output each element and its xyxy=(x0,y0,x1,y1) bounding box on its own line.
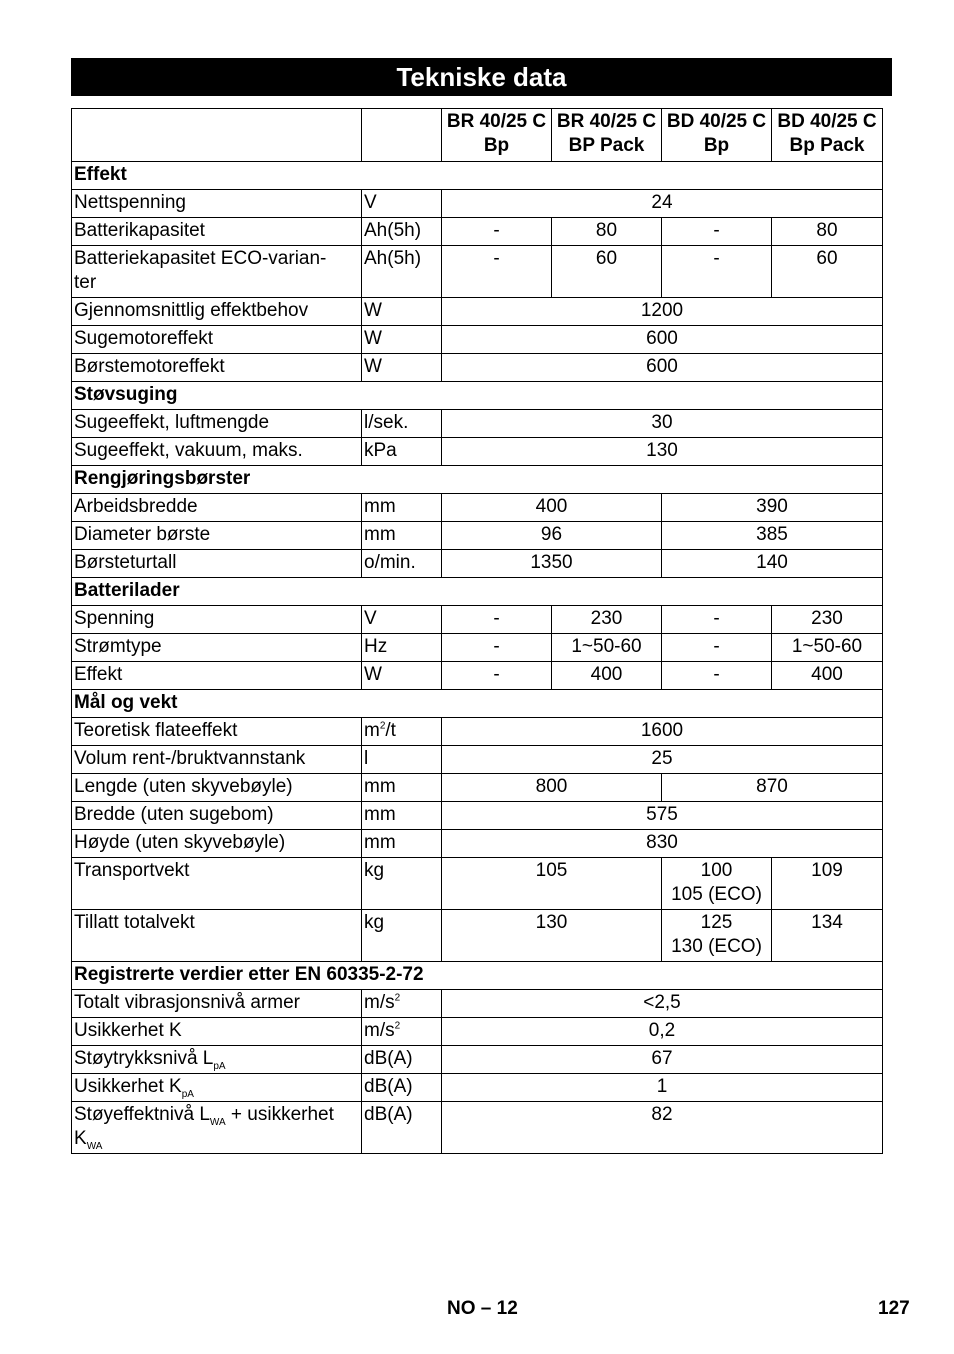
table-row xyxy=(72,522,883,550)
row-unit: dB(A) xyxy=(362,1046,442,1074)
page-number: 127 xyxy=(878,1298,910,1319)
row-value: 109 xyxy=(772,858,883,910)
footer-section-label: NO – 12 xyxy=(447,1298,518,1319)
row-unit: mm xyxy=(362,774,442,802)
row-label: Strømtype xyxy=(72,634,362,662)
row-label: Børsteturtall xyxy=(72,550,362,578)
row-unit: l/sek. xyxy=(362,410,442,438)
row-value: 82 xyxy=(442,1102,883,1154)
row-unit: mm xyxy=(362,830,442,858)
row-value: - xyxy=(662,662,772,690)
row-unit: kg xyxy=(362,910,442,962)
row-unit: W xyxy=(362,298,442,326)
row-value: 1200 xyxy=(442,298,883,326)
row-label: Sugeeffekt, luftmengde xyxy=(72,410,362,438)
row-unit: W xyxy=(362,662,442,690)
row-unit: $m/s^2$ xyxy=(362,990,442,1018)
row-value: 230 xyxy=(552,606,662,634)
row-label: Nettspenning xyxy=(72,190,362,218)
section-heading: Rengjøringsbørster xyxy=(72,466,883,494)
row-label: Sugeeffekt, vakuum, maks. xyxy=(72,438,362,466)
table-row xyxy=(72,662,883,690)
row-unit: W xyxy=(362,354,442,382)
header-empty-cell xyxy=(362,109,442,162)
row-value: 230 xyxy=(772,606,883,634)
table-row xyxy=(72,438,883,466)
row-label: Arbeidsbredde xyxy=(72,494,362,522)
row-value: 125 130 (ECO) xyxy=(662,910,772,962)
row-unit: dB(A) xyxy=(362,1074,442,1102)
row-value: 400 xyxy=(772,662,883,690)
table-row xyxy=(72,990,883,1018)
row-label: Støytrykksnivå $L_{pA}$ xyxy=(72,1046,362,1074)
row-label: Usikkerhet K xyxy=(72,1018,362,1046)
row-value: 105 xyxy=(442,858,662,910)
row-label: Transportvekt xyxy=(72,858,362,910)
row-label: Volum rent-/bruktvannstank xyxy=(72,746,362,774)
table-row xyxy=(72,830,883,858)
row-unit: Ah(5h) xyxy=(362,246,442,298)
row-value: 1~50-60 xyxy=(772,634,883,662)
row-value: - xyxy=(442,218,552,246)
row-value: - xyxy=(442,246,552,298)
row-value: 830 xyxy=(442,830,883,858)
row-value: - xyxy=(442,662,552,690)
row-value: 575 xyxy=(442,802,883,830)
row-value: - xyxy=(662,606,772,634)
row-label: Lengde (uten skyvebøyle) xyxy=(72,774,362,802)
table-row xyxy=(72,1018,883,1046)
row-unit: $m/s^2$ xyxy=(362,1018,442,1046)
row-value: 600 xyxy=(442,354,883,382)
row-unit: V xyxy=(362,190,442,218)
row-unit: kg xyxy=(362,858,442,910)
header-model: BD 40/25 C Bp xyxy=(662,109,772,162)
row-value: 870 xyxy=(662,774,883,802)
row-label: Bredde (uten sugebom) xyxy=(72,802,362,830)
table-row xyxy=(72,746,883,774)
table-row xyxy=(72,718,883,746)
row-label: Tillatt totalvekt xyxy=(72,910,362,962)
row-value: - xyxy=(442,634,552,662)
table-row xyxy=(72,910,883,962)
row-value: 0,2 xyxy=(442,1018,883,1046)
row-value: 67 xyxy=(442,1046,883,1074)
table-row xyxy=(72,1046,883,1074)
row-unit: $m^2/t$ xyxy=(362,718,442,746)
table-row xyxy=(72,410,883,438)
table-row xyxy=(72,246,883,298)
table-row xyxy=(72,1102,883,1154)
row-value: 80 xyxy=(772,218,883,246)
row-label: Høyde (uten skyvebøyle) xyxy=(72,830,362,858)
row-unit: o/min. xyxy=(362,550,442,578)
table-row xyxy=(72,858,883,910)
row-label: Diameter børste xyxy=(72,522,362,550)
row-value: 96 xyxy=(442,522,662,550)
row-value: 400 xyxy=(442,494,662,522)
row-unit: l xyxy=(362,746,442,774)
row-value: 24 xyxy=(442,190,883,218)
table-header-row xyxy=(72,109,883,162)
row-label: Totalt vibrasjonsnivå armer xyxy=(72,990,362,1018)
row-value: 60 xyxy=(552,246,662,298)
row-unit: mm xyxy=(362,494,442,522)
row-unit: kPa xyxy=(362,438,442,466)
row-unit: mm xyxy=(362,802,442,830)
row-value: <2,5 xyxy=(442,990,883,1018)
row-value: 1 xyxy=(442,1074,883,1102)
row-value: - xyxy=(662,246,772,298)
row-unit: W xyxy=(362,326,442,354)
row-label: Børstemotoreffekt xyxy=(72,354,362,382)
table-row xyxy=(72,354,883,382)
row-value: 60 xyxy=(772,246,883,298)
table-row xyxy=(72,550,883,578)
table-row xyxy=(72,802,883,830)
row-value: 130 xyxy=(442,438,883,466)
section-heading: Registrerte verdier etter EN 60335-2-72 xyxy=(72,962,883,990)
row-value: 800 xyxy=(442,774,662,802)
section-heading: Mål og vekt xyxy=(72,690,883,718)
row-value: - xyxy=(442,606,552,634)
section-heading: Effekt xyxy=(72,162,883,190)
table-row xyxy=(72,326,883,354)
table-row xyxy=(72,774,883,802)
row-value: 25 xyxy=(442,746,883,774)
header-model: BD 40/25 C Bp Pack xyxy=(772,109,883,162)
row-label: Spenning xyxy=(72,606,362,634)
row-value: 140 xyxy=(662,550,883,578)
table-row xyxy=(72,190,883,218)
row-unit: Ah(5h) xyxy=(362,218,442,246)
header-model: BR 40/25 C Bp xyxy=(442,109,552,162)
page-title: Tekniske data xyxy=(71,58,892,96)
section-heading: Støvsuging xyxy=(72,382,883,410)
technical-data-table xyxy=(71,108,883,1154)
row-label: Støyeffektnivå $L_{WA}$ + usikkerhet $K_{WA}$ xyxy=(72,1102,362,1154)
row-unit: Hz xyxy=(362,634,442,662)
row-value: 134 xyxy=(772,910,883,962)
row-value: 80 xyxy=(552,218,662,246)
table-row xyxy=(72,218,883,246)
row-label: Effekt xyxy=(72,662,362,690)
header-model: BR 40/25 C BP Pack xyxy=(552,109,662,162)
row-value: 1~50-60 xyxy=(552,634,662,662)
row-label: Gjennomsnittlig effektbehov xyxy=(72,298,362,326)
row-label: Batterikapasitet xyxy=(72,218,362,246)
table-row xyxy=(72,634,883,662)
table-row xyxy=(72,494,883,522)
table-row xyxy=(72,1074,883,1102)
row-value: - xyxy=(662,218,772,246)
row-value: 400 xyxy=(552,662,662,690)
row-label: Usikkerhet $K_{pA}$ xyxy=(72,1074,362,1102)
row-value: 390 xyxy=(662,494,883,522)
row-value: 100 105 (ECO) xyxy=(662,858,772,910)
row-value: 385 xyxy=(662,522,883,550)
row-value: 30 xyxy=(442,410,883,438)
row-value: 600 xyxy=(442,326,883,354)
row-label: Sugemotoreffekt xyxy=(72,326,362,354)
row-value: 1600 xyxy=(442,718,883,746)
row-label: Teoretisk flateeffekt xyxy=(72,718,362,746)
row-unit: V xyxy=(362,606,442,634)
row-unit: mm xyxy=(362,522,442,550)
row-value: 1350 xyxy=(442,550,662,578)
section-heading: Batterilader xyxy=(72,578,883,606)
table-row xyxy=(72,298,883,326)
header-empty-cell xyxy=(72,109,362,162)
row-value: 130 xyxy=(442,910,662,962)
row-label: Batteriekapasitet ECO-varian- ter xyxy=(72,246,362,298)
row-unit: dB(A) xyxy=(362,1102,442,1154)
row-value: - xyxy=(662,634,772,662)
table-row xyxy=(72,606,883,634)
